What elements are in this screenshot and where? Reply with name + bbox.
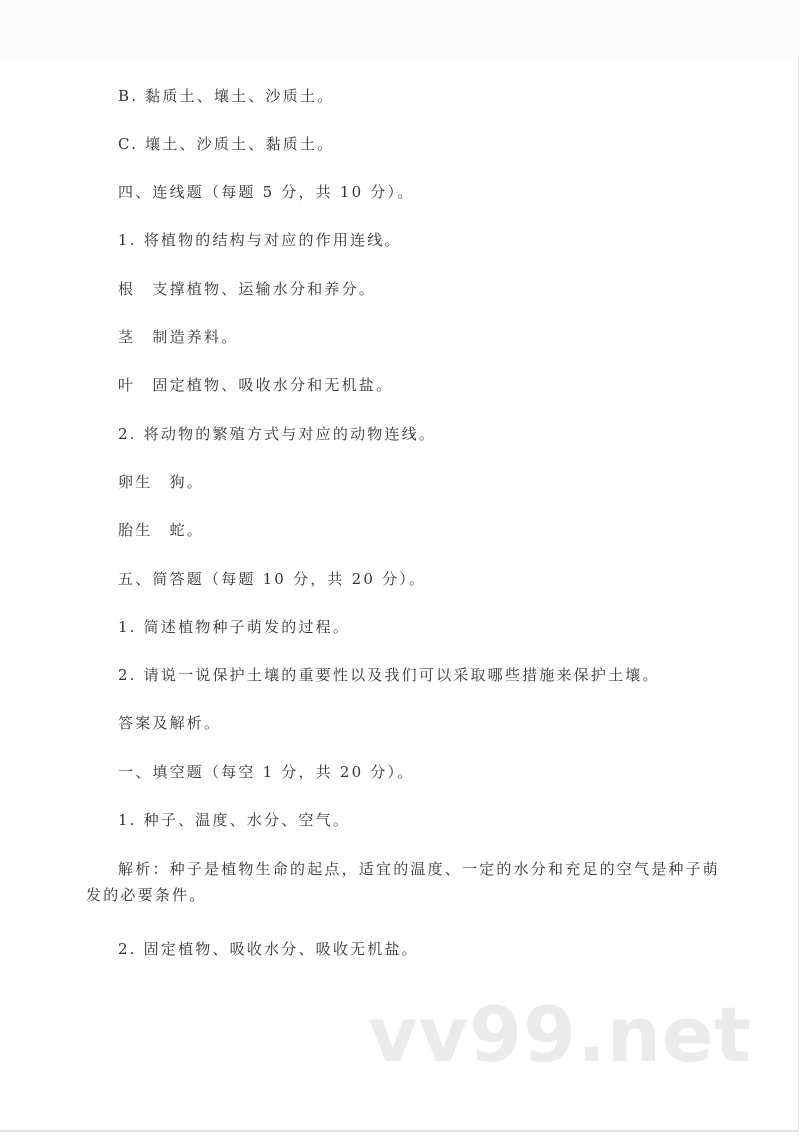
match-item-root: 根 支撑植物、运输水分和养分。 bbox=[118, 280, 377, 298]
question-1: 1. 将植物的结构与对应的作用连线。 bbox=[118, 231, 402, 249]
match-item-stem: 茎 制造养料。 bbox=[118, 328, 239, 346]
option-b: B. 黏质土、壤土、沙质土。 bbox=[118, 87, 335, 105]
short-answer-1: 1. 简述植物种子萌发的过程。 bbox=[118, 618, 351, 636]
page-top-margin bbox=[0, 0, 800, 58]
answer-2: 2. 固定植物、吸收水分、吸收无机盐。 bbox=[118, 940, 419, 958]
question-2: 2. 将动物的繁殖方式与对应的动物连线。 bbox=[118, 425, 437, 443]
watermark: vv99.net bbox=[368, 990, 752, 1079]
match-item-oviparous: 卵生 狗。 bbox=[118, 473, 205, 491]
answer-1-analysis: 解析：种子是植物生命的起点，适宜的温度、一定的水分和充足的空气是种子萌发的必要条件。 bbox=[86, 860, 721, 904]
match-item-leaf: 叶 固定植物、吸收水分和无机盐。 bbox=[118, 376, 394, 394]
section-heading-matching: 四、连线题（每题 5 分，共 10 分）。 bbox=[118, 183, 415, 201]
answers-heading: 答案及解析。 bbox=[118, 714, 222, 732]
section-heading-short-answer: 五、简答题（每题 10 分，共 20 分）。 bbox=[118, 570, 427, 588]
option-c: C. 壤土、沙质土、黏质土。 bbox=[118, 135, 335, 153]
answer-1: 1. 种子、温度、水分、空气。 bbox=[118, 811, 351, 829]
short-answer-2: 2. 请说一说保护土壤的重要性以及我们可以采取哪些措施来保护土壤。 bbox=[118, 666, 660, 684]
match-item-viviparous: 胎生 蛇。 bbox=[118, 521, 205, 539]
answers-section-fill-blank: 一、填空题（每空 1 分，共 20 分）。 bbox=[118, 763, 415, 781]
